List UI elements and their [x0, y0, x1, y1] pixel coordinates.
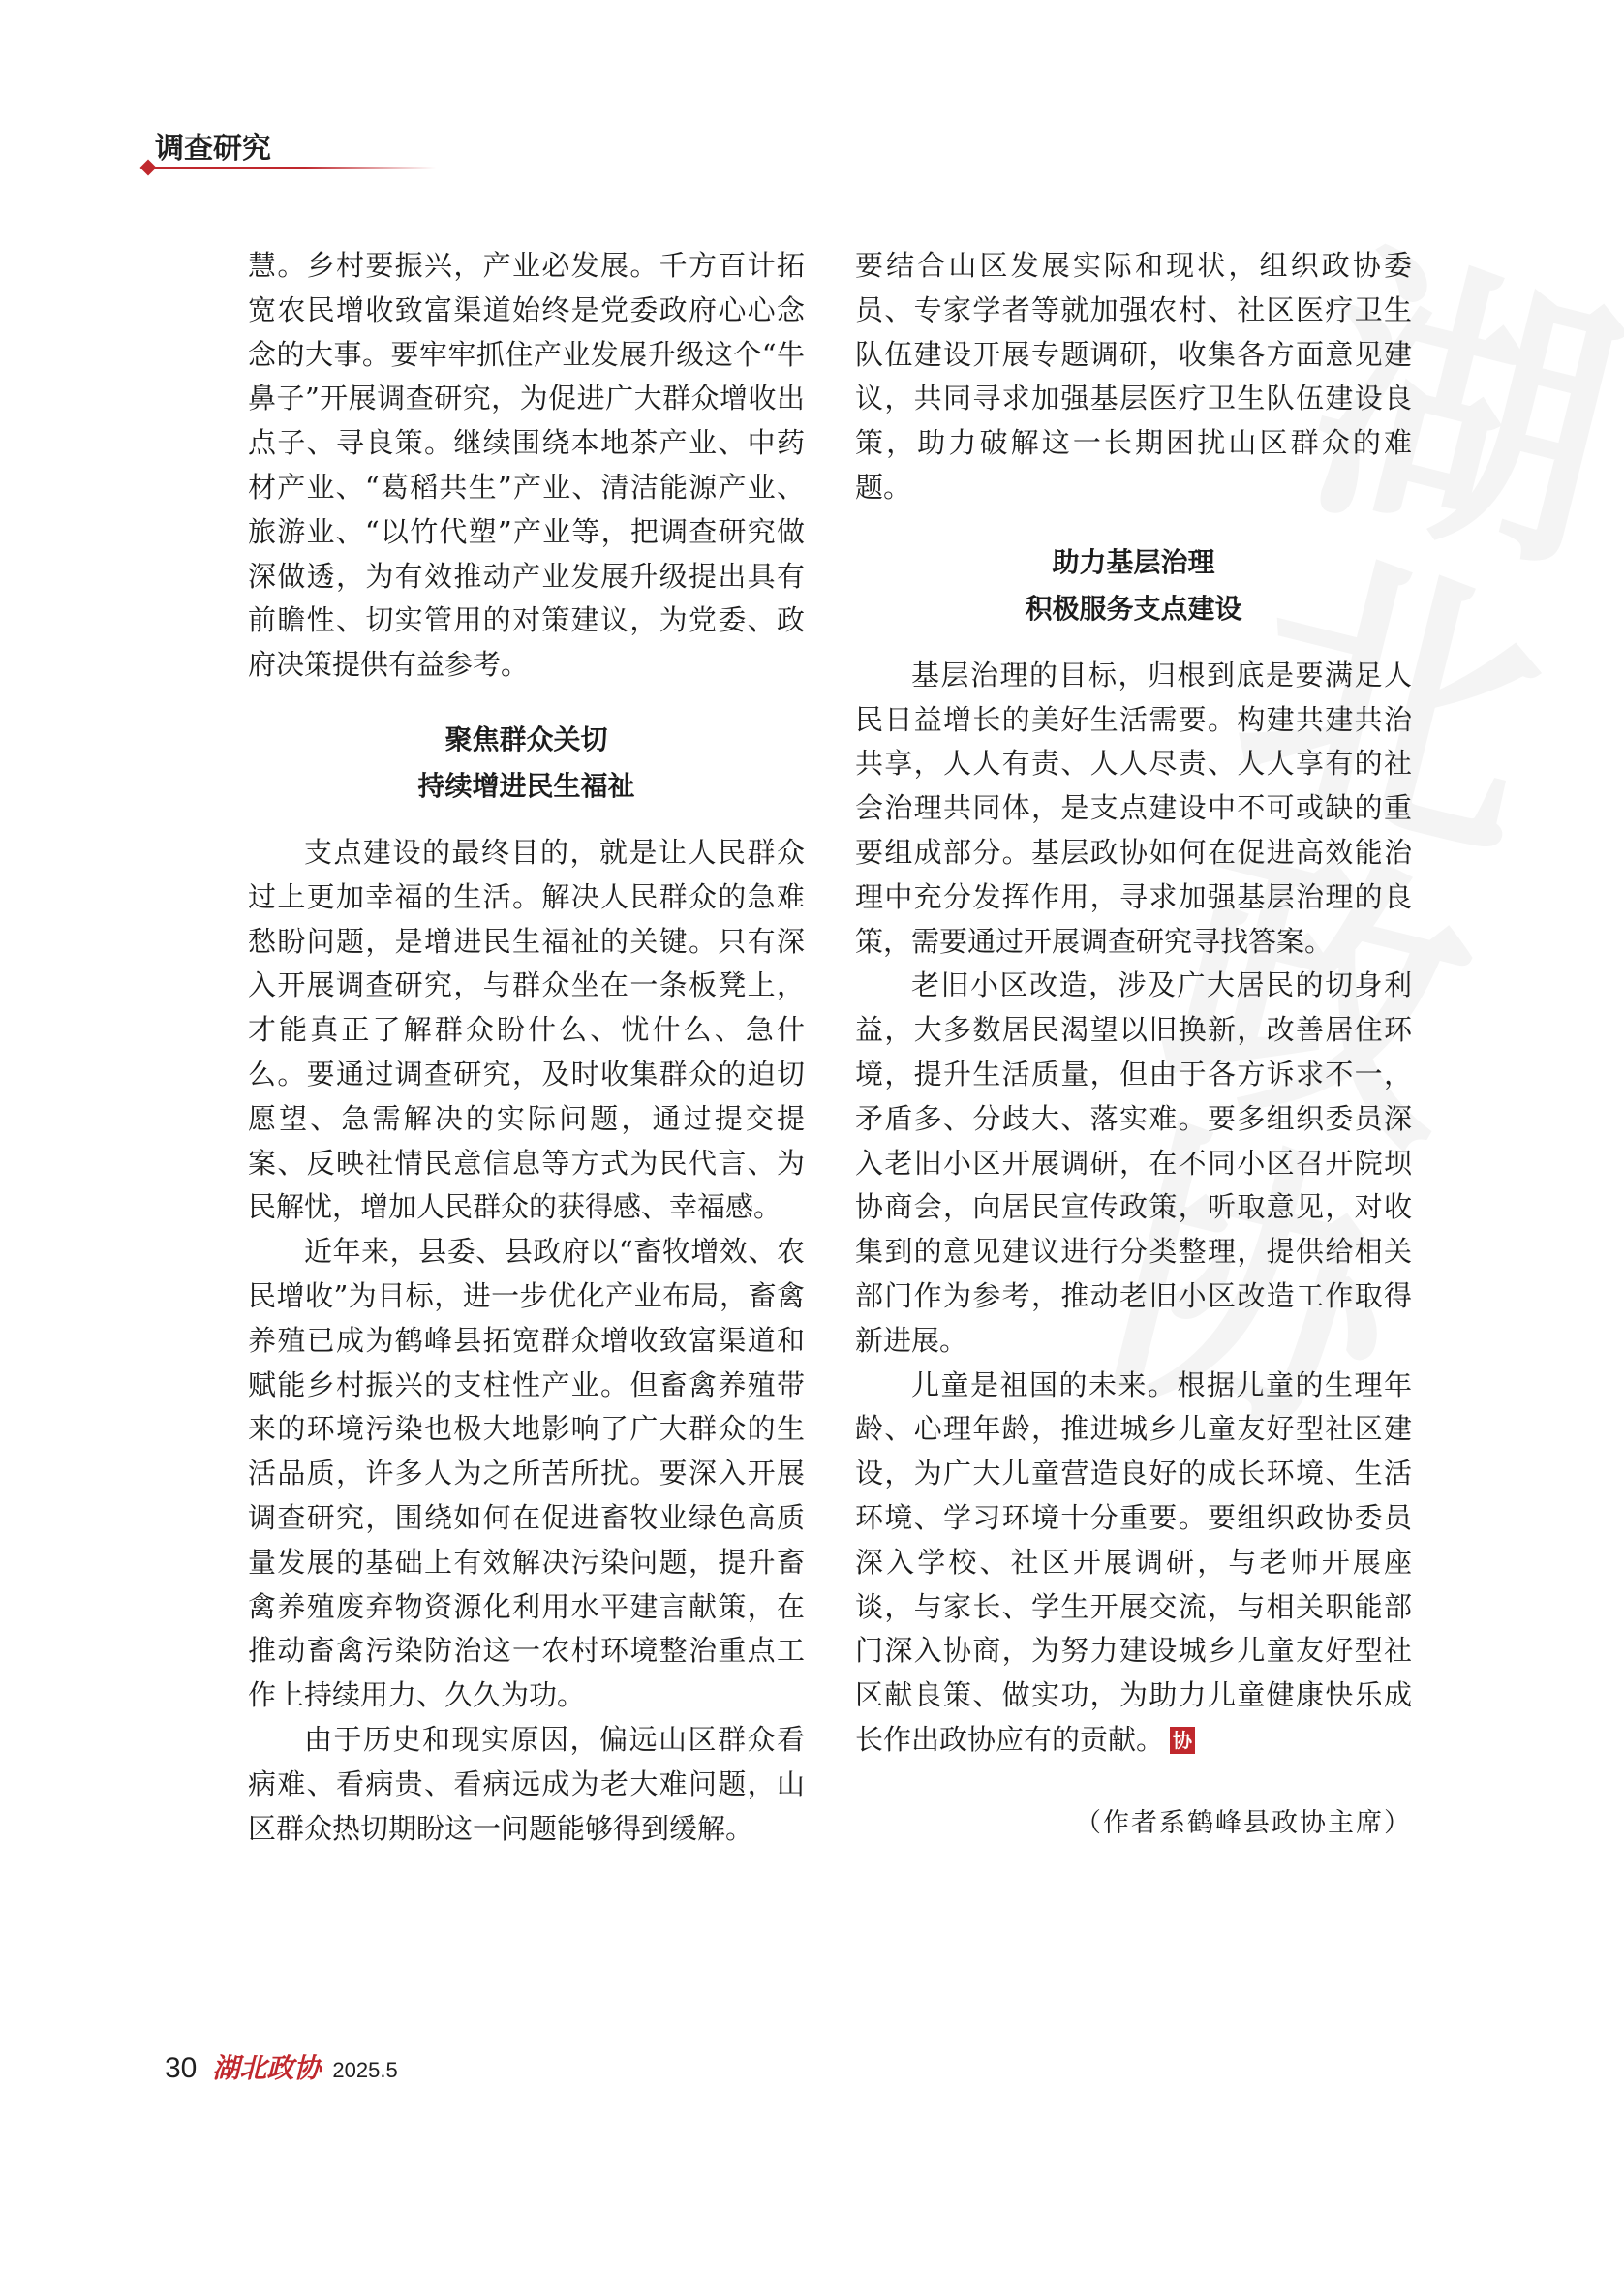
heading-line: 积极服务支点建设 [1025, 592, 1242, 625]
paragraph: 近年来，县委、县政府以“畜牧增效、农民增收”为目标，进一步优化产业布局，畜禽养殖已成为鹤峰县拓宽群众增收致富渠道和赋能乡村振兴的支柱性产业。但畜禽养殖带来的环境污染也极大地影响了广大群众的生活品质，许多人为之所苦所扰。要深入开展调查研究，围绕如何在促进畜牧业绿色高质量发展的基础上有效解决污染问题，提升畜禽养殖废弃物资源化利用水平建言献策，在推动畜禽污染防治这一农村环境整治重点工作上持续用力、久久为功。 [248, 1235, 805, 1712]
author-note: （作者系鹤峰县政协主席） [1075, 1807, 1412, 1838]
left-column [248, 244, 805, 1851]
heading-line: 聚焦群众关切 [444, 722, 608, 755]
heading-line: 助力基层治理 [1052, 545, 1215, 578]
issue-number: 2025.5 [332, 2058, 398, 2082]
paragraph [855, 1364, 1412, 1763]
diamond-icon [140, 160, 157, 176]
paragraph: 基层治理的目标，归根到底是要满足人民日益增长的美好生活需要。构建共建共治共享，人人有责、人人尽责、人人享有的社会治理共同体，是支点建设中不可或缺的重要组成部分。基层政协如何在促进高效能治理中充分发挥作用，寻求加强基层治理的良策，需要通过开展调查研究寻找答案。 [855, 658, 1412, 958]
paragraph: 由于历史和现实原因，偏远山区群众看病难、看病贵、看病远成为老大难问题，山区群众热切期盼这一问题能够得到缓解。 [248, 1722, 805, 1845]
paragraph: 支点建设的最终目的，就是让人民群众过上更加幸福的生活。解决人民群众的急难愁盼问题，是增进民生福祉的关键。只有深入开展调查研究，与群众坐在一条板凳上，才能真正了解群众盼什么、忧什么、急什么。要通过调查研究，及时收集群众的迫切愿望、急需解决的实际问题，通过提交提案、反映社情民意信息等方式为民代言、为民解忧，增加人民群众的获得感、幸福感。 [248, 835, 805, 1224]
section-heading [855, 539, 1412, 632]
section-title: 调查研究 [155, 132, 271, 166]
paragraph: 要结合山区发展实际和现状，组织政协委员、专家学者等就加强农村、社区医疗卫生队伍建设开展专题调研，收集各方面意见建议，共同寻求加强基层医疗卫生队伍建设良策，助力破解这一长期困扰山区群众的难题。 [855, 249, 1412, 504]
heading-line: 持续增进民生福祉 [417, 769, 635, 802]
magazine-logo: 湖北政协 [212, 2052, 322, 2084]
paragraph-text: 儿童是祖国的未来。根据儿童的生理年龄、心理年龄，推进城乡儿童友好型社区建设，为广大儿童营造良好的成长环境、生活环境、学习环境十分重要。要组织政协委员深入学校、社区开展调研，与老师开展座谈，与家长、学生开展交流，与相关职能部门深入协商，为努力建设城乡儿童友好型社区献良策、做实功，为助力儿童健康快乐成长作出政协应有的贡献。 [855, 1367, 1412, 1756]
footer [165, 2047, 398, 2086]
page-number: 30 [165, 2052, 198, 2084]
section-heading [248, 717, 805, 810]
header-divider [145, 167, 436, 169]
paragraph: 慧。乡村要振兴，产业必发展。千方百计拓宽农民增收致富渠道始终是党委政府心心念念的大事。要牢牢抓住产业发展升级这个“牛鼻子”开展调查研究，为促进广大群众增收出点子、寻良策。继续围绕本地茶产业、中药材产业、“葛稻共生”产业、清洁能源产业、旅游业、“以竹代塑”产业等，把调查研究做深做透，为有效推动产业发展升级提出具有前瞻性、切实管用的对策建议，为党委、政府决策提供有益参考。 [248, 249, 805, 682]
right-column [855, 244, 1412, 1846]
paragraph: 老旧小区改造，涉及广大居民的切身利益，大多数居民渴望以旧换新，改善居住环境，提升生活质量，但由于各方诉求不一，矛盾多、分歧大、落实难。要多组织委员深入老旧小区开展调研，在不同小区召开院坝协商会，向居民宣传政策，听取意见，对收集到的意见建议进行分类整理，提供给相关部门作为参考，推动老旧小区改造工作取得新进展。 [855, 968, 1412, 1357]
end-mark-icon: 协 [1170, 1727, 1195, 1754]
